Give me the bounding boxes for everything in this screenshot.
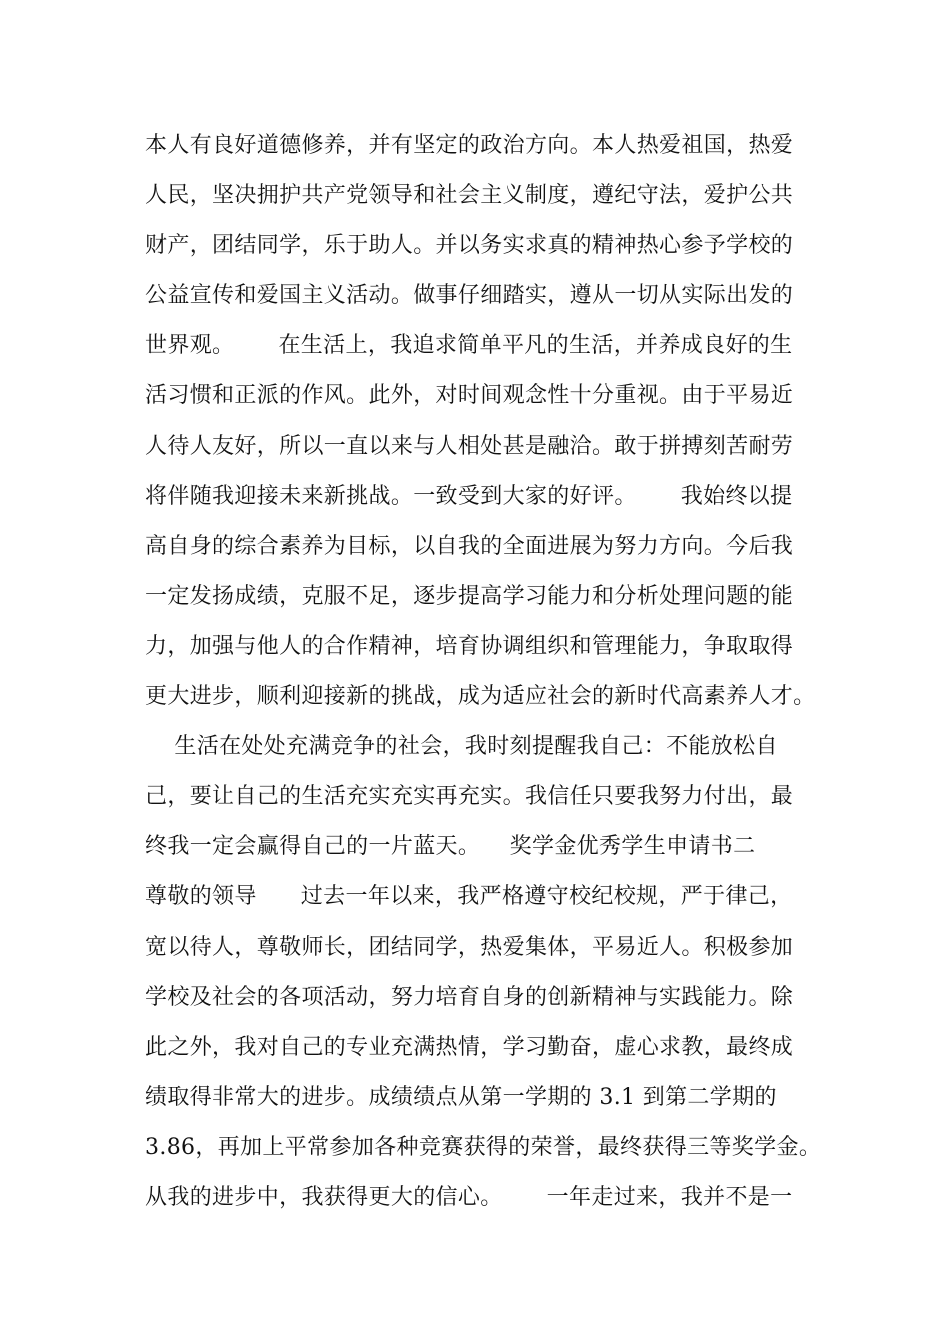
text-line: 高自身的综合素养为目标，以自我的全面进展为努力方向。今后我 — [145, 533, 794, 559]
text-line: 一定发扬成绩，克服不足，逐步提高学习能力和分析处理问题的能 — [145, 583, 794, 609]
text-line: 3.86，再加上平常参加各种竞赛获得的荣誉，最终获得三等奖学金。 — [145, 1134, 822, 1160]
text-line: 人民，坚决拥护共产党领导和社会主义制度，遵纪守法，爱护公共 — [145, 183, 794, 209]
text-line: 公益宣传和爱国主义活动。做事仔细踏实，遵从一切从实际出发的 — [145, 283, 794, 309]
document-body — [145, 134, 825, 1236]
text-line: 本人有良好道德修养，并有坚定的政治方向。本人热爱祖国，热爱 — [145, 133, 794, 158]
text-line: 将伴随我迎接未来新挑战。一致受到大家的好评。 我始终以提 — [145, 483, 793, 509]
text-line: 学校及社会的各项活动，努力培育自身的创新精神与实践能力。除 — [145, 984, 794, 1010]
text-line: 尊敬的领导 过去一年以来，我严格遵守校纪校规，严于律己， — [145, 884, 793, 910]
text-line: 财产，团结同学，乐于助人。并以务实求真的精神热心参予学校的 — [145, 233, 794, 259]
text-line: 世界观。 在生活上，我追求简单平凡的生活，并养成良好的生 — [145, 333, 793, 359]
text-line: 更大进步，顺利迎接新的挑战，成为适应社会的新时代高素养人才。 — [145, 684, 816, 710]
text-line: 力，加强与他人的合作精神，培育协调组织和管理能力，争取取得 — [145, 633, 794, 659]
text-line: 活习惯和正派的作风。此外，对时间观念性十分重视。由于平易近 — [145, 383, 794, 409]
text-line: 生活在处处充满竞争的社会，我时刻提醒我自己：不能放松自 — [145, 734, 778, 760]
text-line: 己，要让自己的生活充实充实再充实。我信任只要我努力付出，最 — [145, 784, 794, 810]
text-line: 从我的进步中，我获得更大的信心。 一年走过来，我并不是一 — [145, 1184, 793, 1210]
text-line: 此之外，我对自己的专业充满热情，学习勤奋，虚心求教，最终成 — [145, 1034, 794, 1060]
text-line: 人待人友好，所以一直以来与人相处甚是融洽。敢于拼搏刻苦耐劳 — [145, 433, 794, 459]
text-line: 宽以待人，尊敬师长，团结同学，热爱集体，平易近人。积极参加 — [145, 934, 794, 960]
text-line: 绩取得非常大的进步。成绩绩点从第一学期的 3.1 到第二学期的 — [145, 1084, 777, 1110]
text-line: 终我一定会赢得自己的一片蓝天。 奖学金优秀学生申请书二 — [145, 834, 756, 860]
